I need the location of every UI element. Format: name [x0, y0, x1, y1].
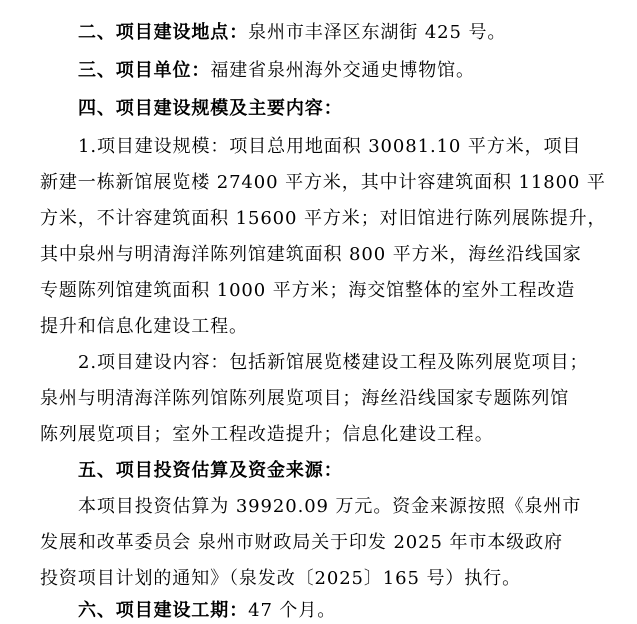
- scale-p2-line: 陈列展览项目；室外工程改造提升；信息化建设工程。: [40, 424, 494, 445]
- scale-p2-line: 2.项目建设内容：包括新馆展览楼建设工程及陈列展览项目；: [78, 352, 589, 373]
- section-period: [78, 600, 336, 622]
- scale-p1-line: 1.项目建设规模：项目总用地面积 30081.10 平方米，项目: [78, 136, 582, 157]
- scale-p1-line: 其中泉州与明清海洋陈列馆建筑面积 800 平方米，海丝沿线国家: [40, 244, 582, 265]
- investment-heading: 五、项目投资估算及资金来源：: [78, 460, 343, 481]
- section-location: [78, 22, 506, 44]
- scale-p1-line: 新建一栋新馆展览楼 27400 平方米，其中计容建筑面积 11800 平: [40, 172, 606, 193]
- location-label: 二、项目建设地点：: [78, 22, 249, 43]
- scale-p2-line: 泉州与明清海洋陈列馆陈列展览项目；海丝沿线国家专题陈列馆: [40, 388, 570, 409]
- scale-p1-line: 提升和信息化建设工程。: [40, 316, 248, 337]
- scale-p1-line: 方米，不计容建筑面积 15600 平方米；对旧馆进行陈列展陈提升，: [40, 208, 607, 229]
- scale-heading: 四、项目建设规模及主要内容：: [78, 98, 343, 119]
- investment-line: 发展和改革委员会 泉州市财政局关于印发 2025 年市本级政府: [40, 532, 563, 553]
- unit-label: 三、项目单位：: [78, 60, 211, 81]
- investment-line: 投资项目计划的通知》（泉发改〔2025〕165 号）执行。: [40, 568, 521, 589]
- investment-line: 本项目投资估算为 39920.09 万元。资金来源按照《泉州市: [78, 496, 582, 517]
- period-value: 47 个月。: [248, 600, 337, 621]
- period-label: 六、项目建设工期：: [78, 600, 249, 621]
- scale-p1-line: 专题陈列馆建筑面积 1000 平方米；海交馆整体的室外工程改造: [40, 280, 576, 301]
- section-unit: [78, 60, 475, 82]
- unit-value: 福建省泉州海外交通史博物馆。: [210, 60, 475, 81]
- location-value: 泉州市丰泽区东湖街 425 号。: [248, 22, 507, 43]
